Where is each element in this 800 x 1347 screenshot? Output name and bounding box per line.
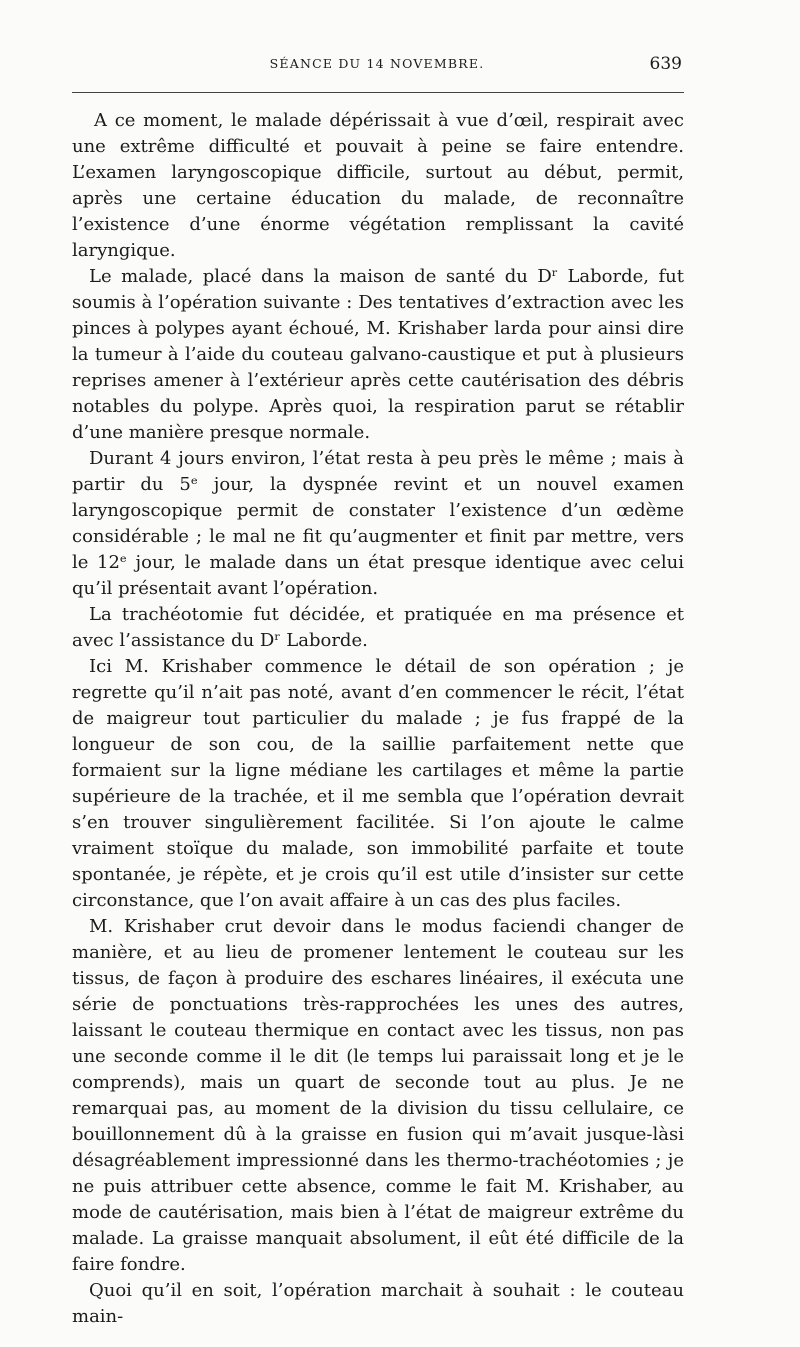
page-number: 639 — [649, 54, 682, 74]
body-text — [72, 108, 684, 1330]
page-header — [72, 56, 682, 84]
paragraph: M. Krishaber crut devoir dans le modus faciendi changer de manière, et au lieu de promener lentement le couteau sur les tissus, de façon à produire des eschares linéaires, il exécuta une série de ponctuations très-rapprochées les unes des autres, laissant le couteau thermique en contact avec les tissus, non pas une seconde comme il le dit (le temps lui paraissait long et je le comprends), mais un quart de seconde tout au plus. Je ne remarquai pas, au moment de la division du tissu cellulaire, ce bouillonnement dû à la graisse en fusion qui m’avait jusque-làsi désagréablement impressionné dans les thermo-trachéotomies ; je ne puis attribuer cette absence, comme le fait M. Krishaber, au mode de cautérisation, mais bien à l’état de maigreur extrême du malade. La graisse manquait absolument, il eût été difficile de la faire fondre. — [72, 916, 684, 1275]
paragraph: La trachéotomie fut décidée, et pratiquée en ma présence et avec l’assistance du Dʳ Laborde. — [72, 604, 684, 651]
paragraph: Le malade, placé dans la maison de santé du Dʳ Laborde, fut soumis à l’opération suivante : Des tentatives d’extraction avec les pinces à polypes ayant échoué, M. Krishaber larda pour ainsi dire la tumeur à l’aide du couteau galvano-caustique et put à plusieurs reprises amener à l’extérieur après cette cautérisation des débris notables du polype. Après quoi, la respiration parut se rétablir d’une manière presque normale. — [72, 266, 684, 443]
paragraph: Ici M. Krishaber commence le détail de son opération ; je regrette qu’il n’ait pas noté, avant d’en commencer le récit, l’état de maigreur tout particulier du malade ; je fus frappé de la longueur de son cou, de la saillie parfaitement nette que formaient sur la ligne médiane les cartilages et même la partie supérieure de la trachée, et il me sembla que l’opération devrait s’en trouver singulièrement facilitée. Si l’on ajoute le calme vraiment stoïque du malade, son immobilité parfaite et toute spontanée, je répète, et je crois qu’il est utile d’insister sur cette circonstance, que l’on avait affaire à un cas des plus faciles. — [72, 656, 684, 911]
paragraph: A ce moment, le malade dépérissait à vue d’œil, respirait avec une extrême difficulté et pouvait à peine se faire entendre. L’examen laryngoscopique difficile, surtout au début, permit, après une certaine éducation du malade, de reconnaître l’existence d’une énorme végétation remplissant la cavité laryngique. — [72, 110, 684, 261]
paragraph: Quoi qu’il en soit, l’opération marchait à souhait : le couteau main- — [72, 1280, 684, 1327]
header-rule — [72, 92, 684, 93]
running-head: SÉANCE DU 14 NOVEMBRE. — [269, 56, 485, 71]
paragraph: Durant 4 jours environ, l’état resta à peu près le même ; mais à partir du 5ᵉ jour, la dyspnée revint et un nouvel examen laryngoscopique permit de constater l’existence d’un œdème considérable ; le mal ne fit qu’augmenter et finit par mettre, vers le 12ᵉ jour, le malade dans un état presque identique avec celui qu’il présentait avant l’opération. — [72, 448, 684, 599]
